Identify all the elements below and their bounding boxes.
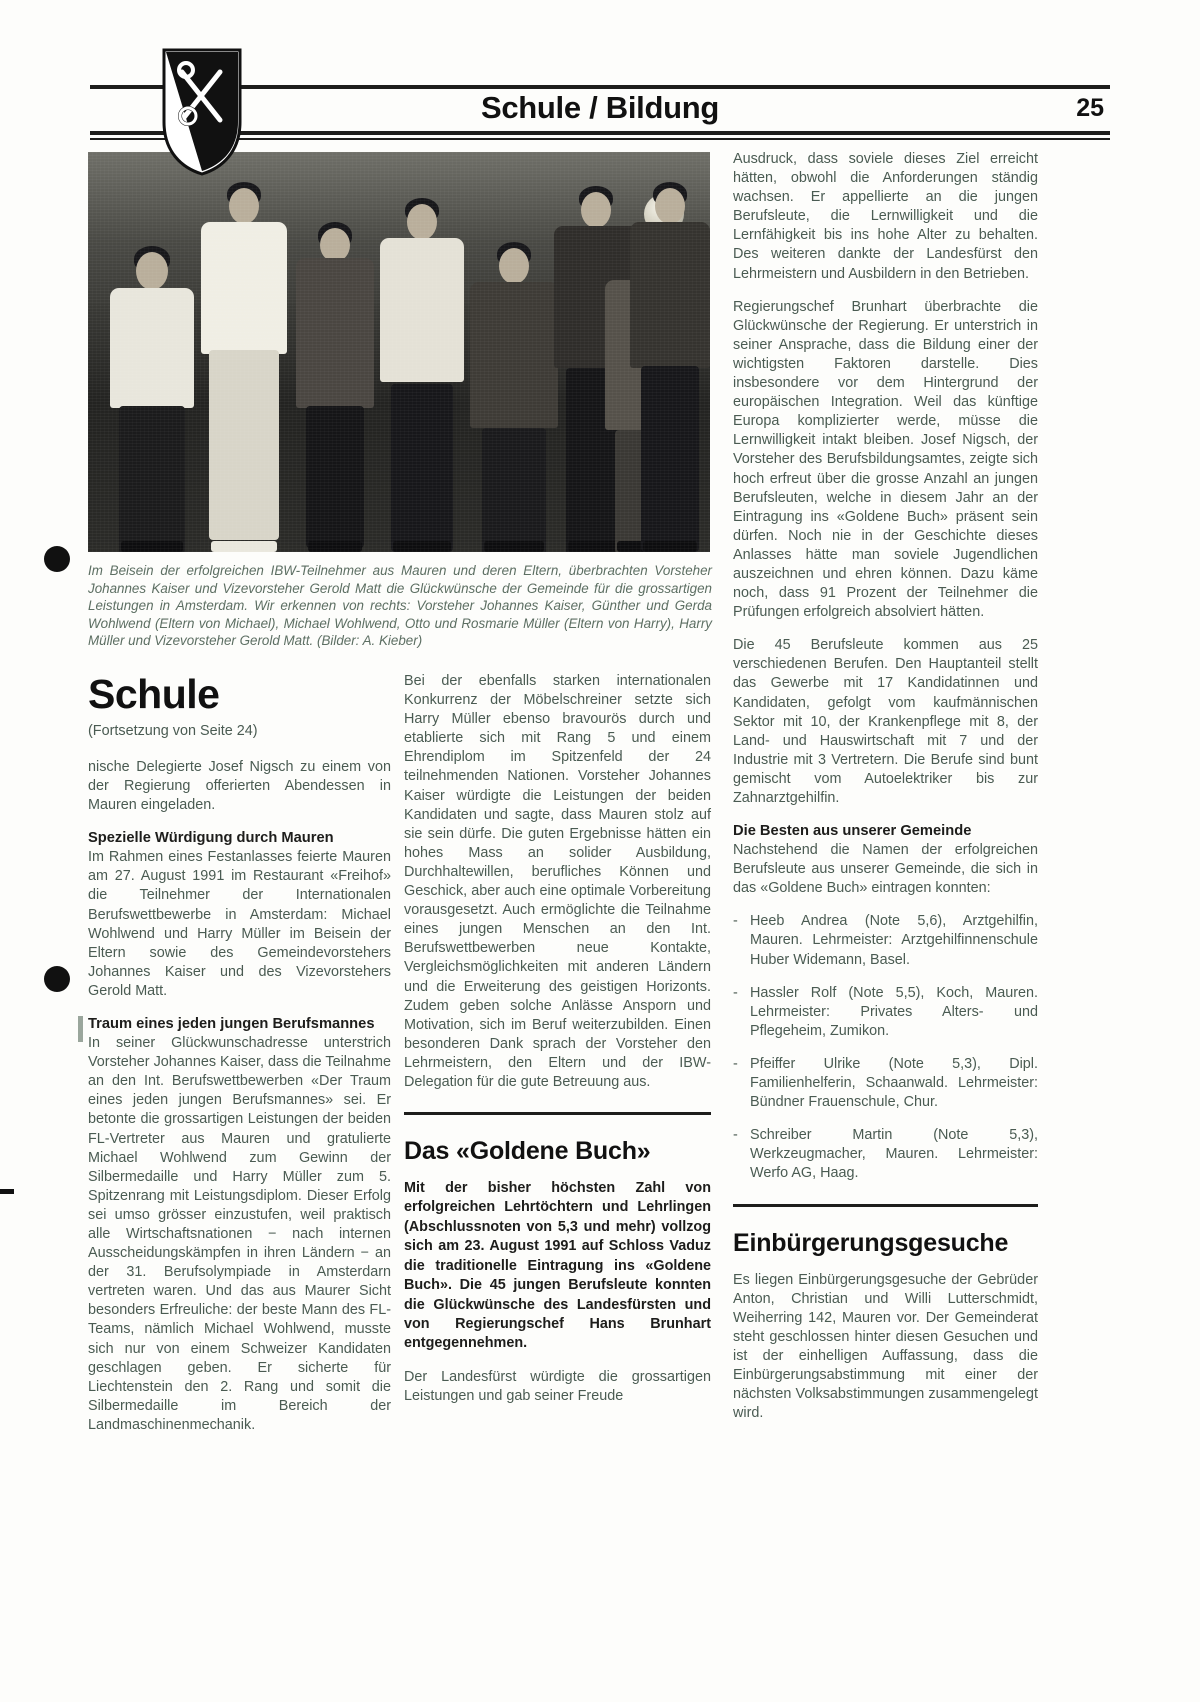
list-item-text: Heeb Andrea (Note 5,6), Arztgehilfin, Mauren. Lehrmeister: Arztgehilfinnenschule Huber Widemann, Basel. (750, 913, 1038, 968)
goldenes-buch-lead: Mit der bisher höchsten Zahl von erfolgreichen Lehrtöchtern und Lehrlingen (Abschlussnoten von 5,3 und mehr) vollzog sich am 23. August 1991 auf Schloss Vaduz die traditionelle Eintragung ins «Goldene Buch». Die 45 jungen Berufsleute konnten die Glückwünsche des Landesfürsten und von Regierungschef Hans Brunhart entgegennehmen. (404, 1180, 711, 1352)
heading-einbuergerungsgesuche: Einbürgerungsgesuche (733, 1228, 1009, 1257)
article-subtitle: (Fortsetzung von Seite 24) (88, 723, 258, 739)
bullet-dash: - (733, 984, 738, 1001)
photo-grain-overlay (88, 152, 710, 552)
scan-artifact-tick (78, 1016, 83, 1042)
middle-paragraph-1: Bei der ebenfalls starken internationalen Konkurrenz der Möbelschreiner setzte sich Harry Müller ebenso bravourös durch und etablierte sich mit Rang 5 und einem Ehrendiplom im Spitzenfeld der 24 teilnehmenden Nationen. Vorsteher Johannes Kaiser würdigte die Leistungen der beiden Kandidaten und sagte, dass Mauren stolz auf sie sein dürfe. Die guten Ergebnisse hätten ein hohes Mass an solider Ausbildung, Durchhaltewillen, berufliches Können und Geschick, aber auch eine optimale Vorbereitung vorausgesetzt. Auch ermöglichte die Teilnahme eines jungen Menschen an den Int. Berufswettbewerben neue Kontakte, Vergleichsmöglichkeiten mit anderen Ländern und die Erweiterung des geistigen Horizonts. Zudem geben solche Anlässe Ansporn und Motivation, sich im Beruf weiterzubilden. Einen besonderen Dank sprach der Vorsteher den Lehrmeistern, den Eltern und der IBW-Delegation für die gute Betreuung aus. (404, 673, 711, 1090)
heading-die-besten: Die Besten aus unserer Gemeinde (733, 823, 972, 840)
section-divider (733, 1204, 1038, 1207)
article-title: Schule (88, 671, 220, 717)
header-rule-bottom-thick (90, 131, 1110, 135)
left-intro-paragraph: nische Delegierte Josef Nigsch zu einem von der Regierung offerierten Abendessen in Mauren eingeladen. (88, 759, 391, 814)
list-item (733, 984, 1038, 1041)
die-besten-intro: Nachstehend die Namen der erfolgreichen Berufsleute aus unserer Gemeinde, die sich in das «Goldene Buch» eintragen konnten: (733, 842, 1038, 897)
einbuergerung-text: Es liegen Einbürgerungsgesuche der Gebrüder Anton, Christian und Willi Lutterschmidt, Weiherring 142, Mauren vor. Der Gemeinderat steht geschlossen hinter diesen Gesuchen und ist der einhelligen Auffassung, dass die Einbürgerungsabstimmung mit einer der nächsten Volksabstimmungen zusammengelegt wird. (733, 1271, 1038, 1422)
bullet-dash: - (733, 1127, 738, 1144)
bullet-dash: - (733, 1055, 738, 1072)
left-column (88, 672, 391, 1435)
list-item-text: Pfeiffer Ulrike (Note 5,3), Dipl. Familienhelferin, Schaanwald. Lehrmeister: Bündner Frauenschule, Chur. (750, 1055, 1038, 1111)
heading-spezielle-wuerdigung: Spezielle Würdigung durch Mauren (88, 830, 334, 847)
goldenes-buch-text: Der Landesfürst würdigte die grossartigen Leistungen und gab seiner Freude (404, 1368, 711, 1404)
right-paragraph-2: Regierungschef Brunhart überbrachte die Glückwünsche der Regierung. Er unterstrich in seiner Ansprache, dass die Bildung einer der wichtigsten Faktoren darstelle. Dies insbesondere vor dem Hintergrund der europäischen Integration. Weil das künftige Europa komplizierter werde, müsse die Lernwilligkeit intakt bleiben. Josef Nigsch, der Vorsteher des Berufsbildungsamtes, zeigte sich hoch erfreut über die grosse Anzahl an jungen Berufsleuten, welche in diesem Jahr an der Eintragung ins «Goldene Buch» präsent sein dürfen. Noch nie in der Geschichte dieses Anlasses hätte man soviele Jugendlichen auszeichnen und ehren können. Dazu käme noch, dass 91 Prozent der Teilnehmer die Prüfungen erfolgreich absolviert hätten. (733, 298, 1038, 621)
right-column (733, 150, 1038, 1423)
list-item (733, 1055, 1038, 1112)
group-photo (88, 152, 710, 552)
page-title: Schule / Bildung (480, 90, 720, 125)
bullet-dash: - (733, 913, 738, 930)
right-paragraph-1: Ausdruck, dass soviele dieses Ziel erreicht hätten, obwohl die Anforderungen ständig wachsen. Er appellierte an die jungen Berufsleute, die Lernwilligkeit und die Lernfähigkeit bis ins hohe Alter zu behalten. Des weiteren dankte der Landesfürst den Lehrmeistern und Ausbildern in den Betrieben. (733, 151, 1038, 282)
list-item-text: Schreiber Martin (Note 5,3), Werkzeugmacher, Mauren. Lehrmeister: Werfo AG, Haag. (750, 1127, 1038, 1182)
list-item-text: Hassler Rolf (Note 5,5), Koch, Mauren. Lehrmeister: Privates Alters- und Pflegeheim, Zumikon. (750, 984, 1038, 1039)
scan-artifact-dot (44, 546, 70, 572)
left-section-2-text: In seiner Glückwunschadresse unterstrich Vorsteher Johannes Kaiser, dass die Teilnahme an den Int. Berufswettbewerben «Der Traum eines jeden jungen Berufsmannes» sei. Er betonte die grossartigen Leistungen der beiden FL-Vertreter aus Mauren und gratulierte Michael Wohlwend zum Gewinn der Silbermedaille und Harry Müller zum 5. Spitzenrang mit Leistungsdiplom. Dieser Erfolg sei umso grösser einzustufen, weil praktisch alle Wirtschaftsnationen − nach internen Ausscheidungskämpfen in ihren Ländern − an der 31. Berufsolympiade in Amsterdarn vertreten waren. Und das aus Maurer Sicht besonders Erfreuliche: der beste Mann des FL-Teams, nämlich Michael Wohlwend, musste sich nur von einem Schweizer Kandidaten geschlagen geben. Er sicherte für Liechtenstein den 2. Rang und somit die Silbermedaille im Bereich der Landmaschinenmechanik. (88, 1035, 391, 1433)
left-section-1-text: Im Rahmen eines Festanlasses feierte Mauren am 27. August 1991 im Restaurant «Freihof» die Teilnehmer der Internationalen Berufswettbewerbe in Amsterdam: Michael Wohlwend und Harry Müller im Beisein der Eltern sowie des Gemeindevorstehers Johannes Kaiser und des Vizevorstehers Gerold Matt. (88, 849, 391, 999)
middle-column (404, 672, 711, 1406)
right-paragraph-3: Die 45 Berufsleute kommen aus 25 verschiedenen Berufen. Den Hauptanteil stellt das Gewerbe mit 17 Kandidatinnen und Kandidaten, gefolgt vom kaufmännischen Sektor mit 10, der Krankenpflege mit 8, der Land- und Hauswirtschaft mit 7 und der Industrie mit 3 Vertretern. Die Berufe sind bunt gemischt vom Autoelektriker bis zur Zahnarztgehilfin. (733, 637, 1038, 806)
coat-of-arms-icon (162, 48, 242, 176)
photo-caption: Im Beisein der erfolgreichen IBW-Teilnehmer aus Mauren und deren Eltern, überbrachten Vorsteher Johannes Kaiser und Vizevorsteher Gerold Matt die Glückwünsche der Gemeinde für die grossartigen Leistungen in Amsterdam. Wir erkennen von rechts: Vorsteher Johannes Kaiser, Günther und Gerda Wohlwend (Eltern von Michael), Michael Wohlwend, Otto und Rosmarie Müller (Eltern von Harry), Harry Müller und Vizevorsteher Gerold Matt. (Bilder: A. Kieber) (88, 563, 712, 649)
list-item (733, 912, 1038, 969)
scan-artifact-tick (0, 1189, 14, 1194)
heading-goldenes-buch: Das «Goldene Buch» (404, 1137, 651, 1166)
page-header (90, 52, 1110, 144)
list-item (733, 1126, 1038, 1183)
header-rule-top (90, 85, 1110, 89)
section-divider (404, 1112, 711, 1115)
scan-artifact-dot (44, 966, 70, 992)
best-graduates-list (733, 912, 1038, 1183)
page-number: 25 (1076, 94, 1104, 122)
heading-traum-berufsmannes: Traum eines jeden jungen Berufsmannes (88, 1016, 375, 1033)
header-rule-bottom-thin (90, 138, 1110, 140)
